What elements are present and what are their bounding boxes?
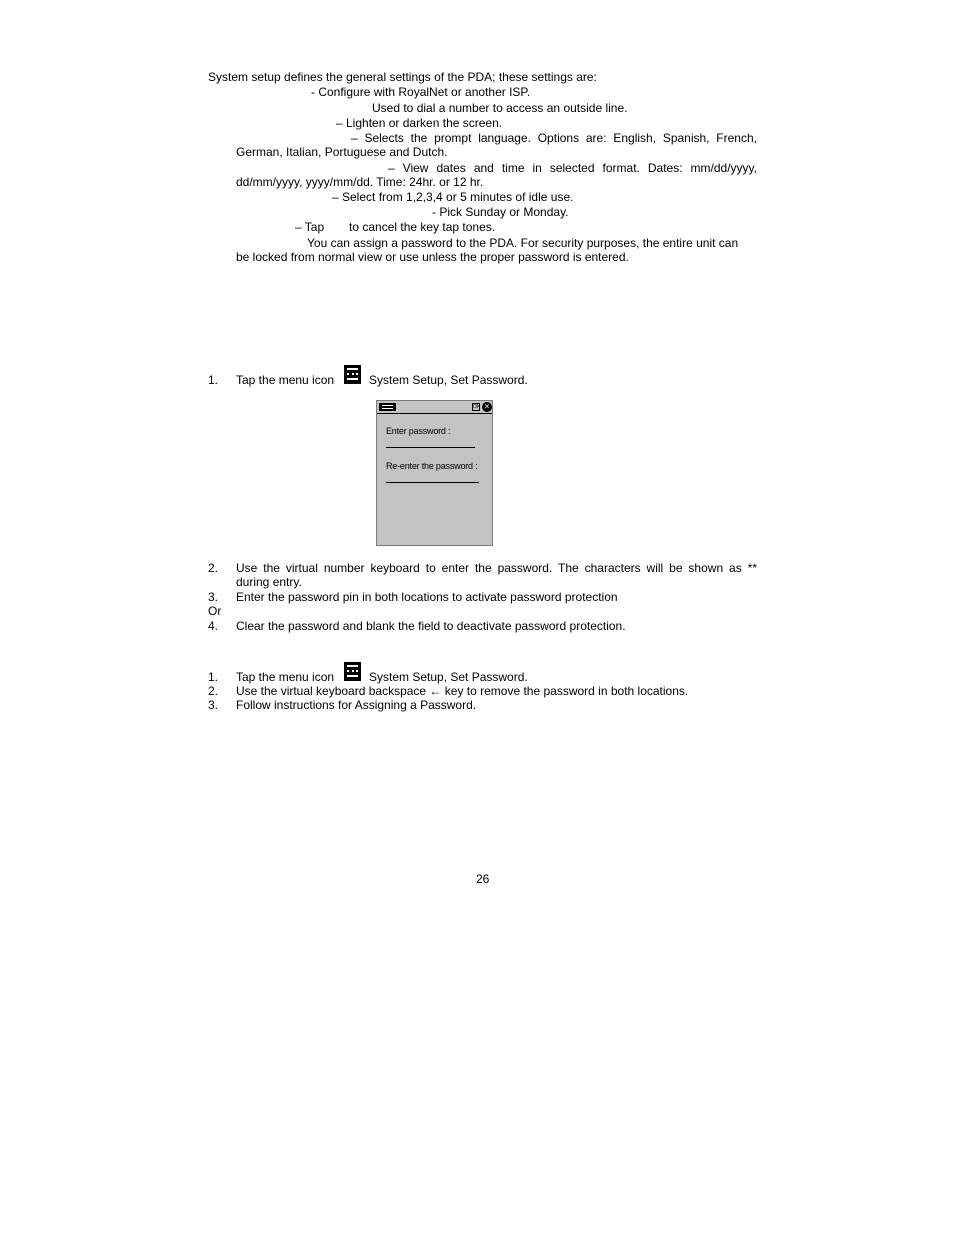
pda-titlebar — [377, 401, 492, 414]
assign-step4-text: Clear the password and blank the field to deactivate password protection. — [236, 619, 626, 633]
setting-dial: Used to dial a number to access an outside line. — [372, 101, 628, 115]
remove-step2-number: 2. — [208, 684, 219, 698]
assign-step2-number: 2. — [208, 561, 219, 575]
setting-language-line1: – Selects the prompt language. Options are: English, Spanish, French, — [351, 131, 757, 145]
setting-datetime-line1: – View dates and time in selected format. Dates: mm/dd/yyyy, — [388, 161, 757, 175]
menu-icon — [344, 662, 361, 681]
setting-brightness: – Lighten or darken the screen. — [336, 116, 503, 130]
pda-password-screen — [376, 400, 493, 546]
assign-step3-number: 3. — [208, 590, 219, 604]
remove-step3-number: 3. — [208, 698, 219, 712]
pda-menu-icon[interactable] — [379, 403, 396, 411]
menu-icon — [344, 365, 361, 384]
remove-step1-number: 1. — [208, 670, 219, 684]
pda-enter-password-label: Enter password : — [386, 426, 451, 436]
setting-week-start: - Pick Sunday or Monday. — [432, 205, 569, 219]
pda-reenter-password-field[interactable] — [386, 482, 479, 483]
setting-datetime-line2: dd/mm/yyyy, yyyy/mm/dd. Time: 24hr. or 12 hr. — [236, 175, 484, 189]
intro-text: System setup defines the general settings of the PDA; these settings are: — [208, 70, 597, 84]
assign-or-text: Or — [208, 604, 222, 618]
pda-reenter-password-label: Re-enter the password : — [386, 461, 478, 471]
remove-step3-text: Follow instructions for Assigning a Password. — [236, 698, 477, 712]
remove-step1-text: Tap the menu icon — [236, 670, 335, 684]
assign-step4-number: 4. — [208, 619, 219, 633]
assign-step1-path: System Setup, Set Password. — [369, 373, 528, 387]
setting-tap-prefix: – Tap — [295, 220, 325, 234]
assign-step2-line1: Use the virtual number keyboard to enter the password. The characters will be shown as ** — [236, 561, 757, 575]
remove-step1-path: System Setup, Set Password. — [369, 670, 528, 684]
setting-password-line1: You can assign a password to the PDA. For security purposes, the entire unit can — [307, 236, 739, 250]
setting-tap-suffix: to cancel the key tap tones. — [349, 220, 496, 234]
pda-close-icon[interactable]: × — [482, 402, 492, 412]
setting-language-line2: German, Italian, Portuguese and Dutch. — [236, 145, 448, 159]
setting-idle: – Select from 1,2,3,4 or 5 minutes of idle use. — [332, 190, 574, 204]
assign-step1-text: Tap the menu icon — [236, 373, 335, 387]
page-number: 26 — [476, 872, 490, 886]
setting-password-line2: be locked from normal view or use unless the proper password is entered. — [236, 250, 629, 264]
assign-step1-number: 1. — [208, 373, 219, 387]
setting-isp: - Configure with RoyalNet or another ISP. — [311, 85, 531, 99]
pda-ok-button[interactable]: OK — [473, 404, 481, 410]
assign-step2-line2: during entry. — [236, 575, 302, 589]
remove-step2-text: Use the virtual keyboard backspace ← key to remove the password in both locations. — [236, 684, 689, 698]
assign-step3-text: Enter the password pin in both locations to activate password protection — [236, 590, 618, 604]
pda-enter-password-field[interactable] — [386, 447, 475, 448]
